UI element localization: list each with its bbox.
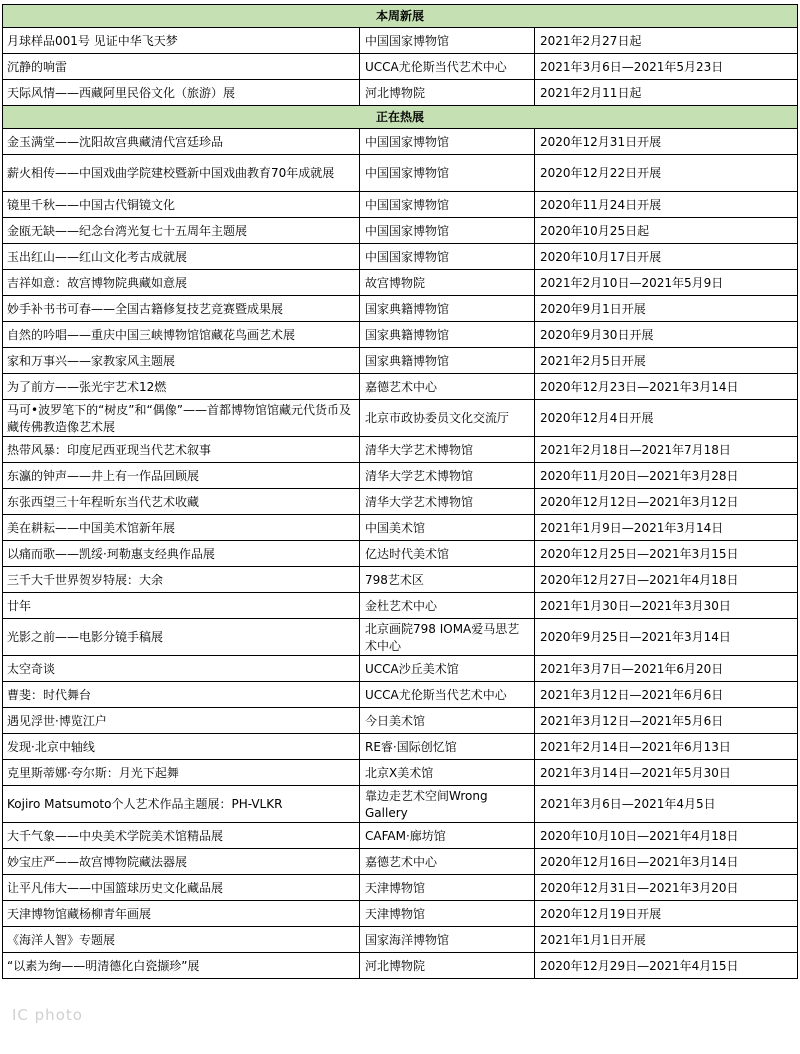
venue-cell: 国家海洋博物馆 [360, 927, 535, 953]
section-header [3, 5, 798, 28]
section-title: 本周新展 [3, 5, 798, 28]
venue-cell: 金杜艺术中心 [360, 593, 535, 619]
table-row [3, 953, 798, 979]
table-row [3, 348, 798, 374]
exhibition-name-cell: 克里斯蒂娜·夸尔斯：月光下起舞 [3, 760, 360, 786]
venue-cell: 798艺术区 [360, 567, 535, 593]
table-row [3, 619, 798, 656]
exhibition-name-cell: 让平凡伟大——中国篮球历史文化藏品展 [3, 875, 360, 901]
date-cell: 2021年3月6日—2021年5月23日 [535, 54, 798, 80]
venue-cell: 北京X美术馆 [360, 760, 535, 786]
watermark: IC photo [12, 1006, 83, 1024]
table-row [3, 786, 798, 823]
table-row [3, 400, 798, 437]
exhibition-name-cell: 三千大千世界贺岁特展：大余 [3, 567, 360, 593]
section-title: 正在热展 [3, 106, 798, 129]
date-cell: 2021年2月5日开展 [535, 348, 798, 374]
date-cell: 2021年1月30日—2021年3月30日 [535, 593, 798, 619]
exhibition-name-cell: 光影之前——电影分镜手稿展 [3, 619, 360, 656]
table-row [3, 129, 798, 155]
date-cell: 2021年3月6日—2021年4月5日 [535, 786, 798, 823]
date-cell: 2021年2月10日—2021年5月9日 [535, 270, 798, 296]
exhibition-name-cell: 沉静的响雷 [3, 54, 360, 80]
table-row [3, 708, 798, 734]
exhibition-name-cell: 大千气象——中央美术学院美术馆精品展 [3, 823, 360, 849]
table-row [3, 437, 798, 463]
table-row [3, 192, 798, 218]
table-row [3, 322, 798, 348]
venue-cell: 嘉德艺术中心 [360, 849, 535, 875]
exhibition-name-cell: 《海洋人智》专题展 [3, 927, 360, 953]
date-cell: 2020年12月22日开展 [535, 155, 798, 192]
venue-cell: 天津博物馆 [360, 875, 535, 901]
venue-cell: UCCA尤伦斯当代艺术中心 [360, 682, 535, 708]
venue-cell: 中国国家博物馆 [360, 28, 535, 54]
venue-cell: 国家典籍博物馆 [360, 348, 535, 374]
exhibition-name-cell: 家和万事兴——家教家风主题展 [3, 348, 360, 374]
date-cell: 2020年10月10日—2021年4月18日 [535, 823, 798, 849]
table-row [3, 515, 798, 541]
exhibition-name-cell: 妙宝庄严——故宫博物院藏法器展 [3, 849, 360, 875]
date-cell: 2021年1月9日—2021年3月14日 [535, 515, 798, 541]
table-row [3, 54, 798, 80]
date-cell: 2020年9月25日—2021年3月14日 [535, 619, 798, 656]
venue-cell: 清华大学艺术博物馆 [360, 437, 535, 463]
venue-cell: CAFAM·廊坊馆 [360, 823, 535, 849]
table-row [3, 656, 798, 682]
exhibition-name-cell: “以素为绚——明清德化白瓷撷珍”展 [3, 953, 360, 979]
exhibition-name-cell: 遇见浮世·博览江户 [3, 708, 360, 734]
date-cell: 2020年12月27日—2021年4月18日 [535, 567, 798, 593]
exhibition-name-cell: 天际风情——西藏阿里民俗文化（旅游）展 [3, 80, 360, 106]
exhibition-name-cell: 月球样品001号 见证中华飞天梦 [3, 28, 360, 54]
date-cell: 2021年1月1日开展 [535, 927, 798, 953]
exhibition-name-cell: 以痛而歌——凯绥·珂勒惠支经典作品展 [3, 541, 360, 567]
table-row [3, 374, 798, 400]
table-row [3, 593, 798, 619]
date-cell: 2021年2月18日—2021年7月18日 [535, 437, 798, 463]
exhibition-name-cell: 太空奇谈 [3, 656, 360, 682]
table-row [3, 463, 798, 489]
date-cell: 2020年12月25日—2021年3月15日 [535, 541, 798, 567]
date-cell: 2020年11月20日—2021年3月28日 [535, 463, 798, 489]
venue-cell: 北京画院798 IOMA爱马思艺术中心 [360, 619, 535, 656]
table-row [3, 760, 798, 786]
date-cell: 2021年2月11日起 [535, 80, 798, 106]
exhibition-name-cell: 镜里千秋——中国古代铜镜文化 [3, 192, 360, 218]
table-row [3, 541, 798, 567]
exhibition-name-cell: 薪火相传——中国戏曲学院建校暨新中国戏曲教育70年成就展 [3, 155, 360, 192]
venue-cell: UCCA尤伦斯当代艺术中心 [360, 54, 535, 80]
table-row [3, 296, 798, 322]
date-cell: 2020年11月24日开展 [535, 192, 798, 218]
venue-cell: 天津博物馆 [360, 901, 535, 927]
venue-cell: 中国国家博物馆 [360, 244, 535, 270]
exhibition-name-cell: 发现·北京中轴线 [3, 734, 360, 760]
exhibition-name-cell: 廿年 [3, 593, 360, 619]
date-cell: 2020年12月16日—2021年3月14日 [535, 849, 798, 875]
table-row [3, 28, 798, 54]
exhibition-name-cell: 热带风暴：印度尼西亚现当代艺术叙事 [3, 437, 360, 463]
exhibition-name-cell: 为了前方——张光宇艺术12燃 [3, 374, 360, 400]
venue-cell: 亿达时代美术馆 [360, 541, 535, 567]
venue-cell: 河北博物院 [360, 80, 535, 106]
date-cell: 2021年2月27日起 [535, 28, 798, 54]
venue-cell: 故宫博物院 [360, 270, 535, 296]
table-row [3, 567, 798, 593]
venue-cell: 中国国家博物馆 [360, 192, 535, 218]
exhibition-name-cell: 玉出红山——红山文化考古成就展 [3, 244, 360, 270]
date-cell: 2020年12月12日—2021年3月12日 [535, 489, 798, 515]
exhibition-name-cell: 东瀛的钟声——井上有一作品回顾展 [3, 463, 360, 489]
venue-cell: RE睿·国际创忆馆 [360, 734, 535, 760]
table-row [3, 823, 798, 849]
venue-cell: 河北博物院 [360, 953, 535, 979]
exhibition-name-cell: 金玉满堂——沈阳故宫典藏清代宫廷珍品 [3, 129, 360, 155]
date-cell: 2021年3月12日—2021年5月6日 [535, 708, 798, 734]
exhibition-name-cell: 金瓯无缺——纪念台湾光复七十五周年主题展 [3, 218, 360, 244]
section-header [3, 106, 798, 129]
date-cell: 2020年10月25日起 [535, 218, 798, 244]
table-row [3, 270, 798, 296]
exhibition-name-cell: 妙手补书书可春——全国古籍修复技艺竞赛暨成果展 [3, 296, 360, 322]
exhibition-name-cell: 美在耕耘——中国美术馆新年展 [3, 515, 360, 541]
date-cell: 2020年12月23日—2021年3月14日 [535, 374, 798, 400]
exhibition-name-cell: 吉祥如意：故宫博物院典藏如意展 [3, 270, 360, 296]
exhibition-name-cell: 东张西望三十年程昕东当代艺术收藏 [3, 489, 360, 515]
table-row [3, 682, 798, 708]
table-row [3, 734, 798, 760]
date-cell: 2020年9月1日开展 [535, 296, 798, 322]
venue-cell: UCCA沙丘美术馆 [360, 656, 535, 682]
date-cell: 2020年9月30日开展 [535, 322, 798, 348]
date-cell: 2021年3月14日—2021年5月30日 [535, 760, 798, 786]
date-cell: 2020年12月31日开展 [535, 129, 798, 155]
table-row [3, 901, 798, 927]
exhibition-name-cell: 曹斐：时代舞台 [3, 682, 360, 708]
venue-cell: 国家典籍博物馆 [360, 322, 535, 348]
date-cell: 2021年3月7日—2021年6月20日 [535, 656, 798, 682]
date-cell: 2020年12月19日开展 [535, 901, 798, 927]
venue-cell: 中国国家博物馆 [360, 218, 535, 244]
venue-cell: 清华大学艺术博物馆 [360, 489, 535, 515]
table-row [3, 927, 798, 953]
date-cell: 2021年2月14日—2021年6月13日 [535, 734, 798, 760]
date-cell: 2020年12月29日—2021年4月15日 [535, 953, 798, 979]
exhibition-name-cell: 马可•波罗笔下的“树皮”和“偶像”——首都博物馆馆藏元代货币及藏传佛教造像艺术展 [3, 400, 360, 437]
table-row [3, 80, 798, 106]
table-row [3, 155, 798, 192]
venue-cell: 今日美术馆 [360, 708, 535, 734]
date-cell: 2020年12月31日—2021年3月20日 [535, 875, 798, 901]
table-row [3, 244, 798, 270]
table-row [3, 489, 798, 515]
venue-cell: 中国美术馆 [360, 515, 535, 541]
venue-cell: 中国国家博物馆 [360, 129, 535, 155]
date-cell: 2020年12月4日开展 [535, 400, 798, 437]
exhibition-name-cell: 天津博物馆藏杨柳青年画展 [3, 901, 360, 927]
table-row [3, 875, 798, 901]
venue-cell: 清华大学艺术博物馆 [360, 463, 535, 489]
date-cell: 2020年10月17日开展 [535, 244, 798, 270]
venue-cell: 靠边走艺术空间Wrong Gallery [360, 786, 535, 823]
exhibition-name-cell: 自然的吟唱——重庆中国三峡博物馆馆藏花鸟画艺术展 [3, 322, 360, 348]
exhibition-name-cell: Kojiro Matsumoto个人艺术作品主题展：PH-VLKR [3, 786, 360, 823]
exhibition-table [2, 4, 798, 979]
venue-cell: 北京市政协委员文化交流厅 [360, 400, 535, 437]
table-row [3, 849, 798, 875]
venue-cell: 嘉德艺术中心 [360, 374, 535, 400]
venue-cell: 中国国家博物馆 [360, 155, 535, 192]
table-row [3, 218, 798, 244]
venue-cell: 国家典籍博物馆 [360, 296, 535, 322]
date-cell: 2021年3月12日—2021年6月6日 [535, 682, 798, 708]
